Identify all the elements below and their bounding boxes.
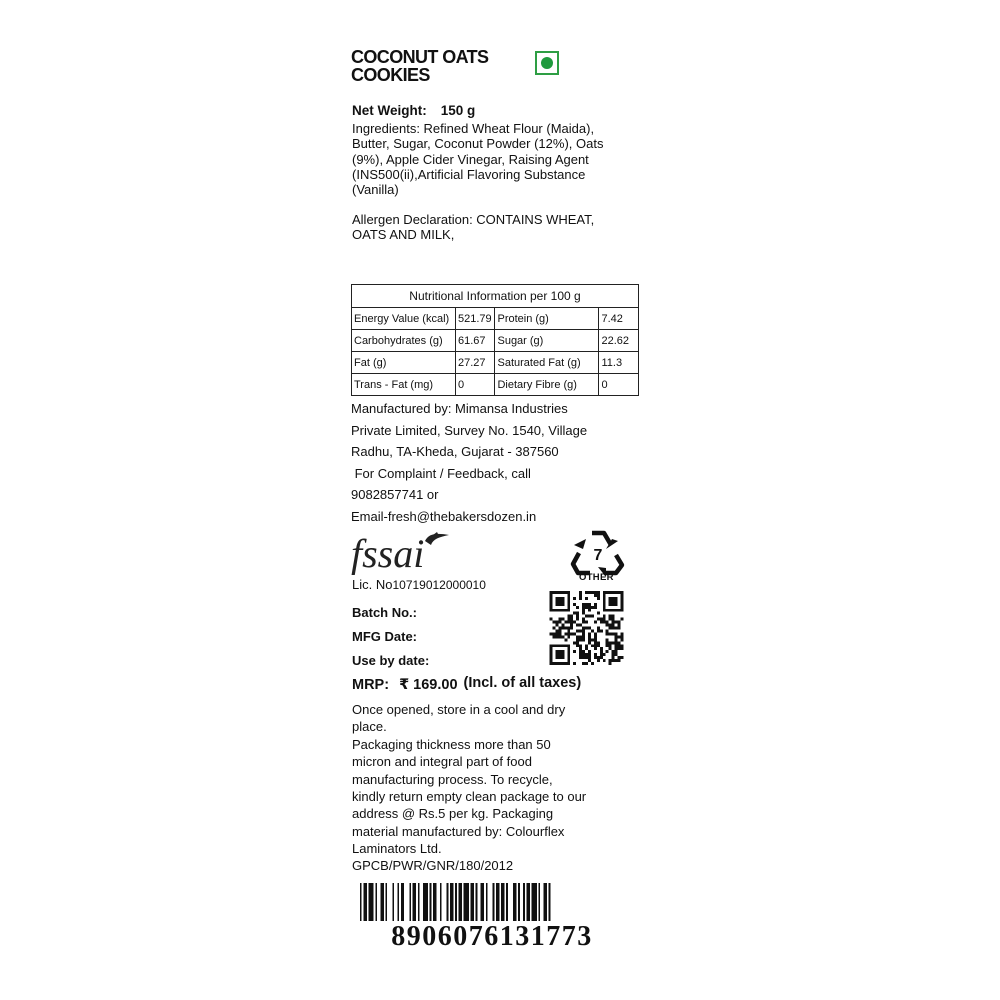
nutrient-value: 22.62 [599,330,639,352]
nutrient-value: 521.79 [455,308,495,330]
nutrition-heading: Nutritional Information per 100 g [352,285,639,308]
complaint-line: For Complaint / Feedback, call [351,465,531,481]
nutrition-table [351,284,639,396]
veg-mark-icon [535,51,559,75]
license-value: 10719012000010 [392,578,486,592]
product-title [351,48,488,84]
storage-text: Once opened, store in a cool and dry place. [352,702,566,735]
net-weight-value: 150 g [440,103,476,118]
nutrient-label: Sugar (g) [495,330,599,352]
nutrient-label: Fat (g) [352,352,456,374]
barcode-icon [360,883,612,921]
license-label: Lic. No [352,577,393,592]
nutrient-label: Saturated Fat (g) [495,352,599,374]
mrp [352,677,581,693]
manufacturer-line: Manufactured by: Mimansa Industries [351,401,568,416]
nutrient-value: 0 [599,374,639,396]
nutrient-label: Protein (g) [495,308,599,330]
table-row [352,374,639,396]
manufacturer-info [351,398,641,528]
email-line: Email-fresh@thebakersdozen.in [351,508,537,524]
nutrient-value: 61.67 [455,330,495,352]
mfg-date-label: MFG Date: [352,629,417,644]
nutrient-label: Dietary Fibre (g) [495,374,599,396]
packaging-text: Packaging thickness more than 50 micron and integral part of food manufacturing process. To recycle, kindly return empty clean package to our address @ Rs.5 per kg. Packaging material manufactured by: Colourflex Laminators Ltd. [352,736,587,857]
batch-label: Batch No.: [352,605,417,620]
barcode-number: 8906076131773 [391,921,593,952]
license-number [352,577,486,592]
gpcb-code: GPCB/PWR/GNR/180/2012 [352,858,514,873]
manufacturer-line: Private Limited, Survey No. 1540, Village [351,422,588,438]
ingredients-text: Ingredients: Refined Wheat Flour (Maida), Butter, Sugar, Coconut Powder (12%), Oats (9%), Apple Cider Vinegar, Raising Agent (INS500(ii),Artificial Flavoring Substance (Vanilla) [352,121,604,198]
net-weight [352,103,475,118]
qr-code-icon [548,591,625,665]
storage-and-packaging [352,701,587,858]
phone-line: 9082857741 or [351,487,439,503]
table-row [352,330,639,352]
mrp-price: ₹ 169.00 [399,677,458,693]
nutrient-label: Trans - Fat (mg) [352,374,456,396]
manufacturer-line: Radhu, TA-Kheda, Gujarat - 387560 [351,444,559,460]
nutrient-value: 0 [455,374,495,396]
net-weight-label: Net Weight: [352,103,427,118]
table-row [352,308,639,330]
mrp-tax-note: (Incl. of all taxes) [463,675,582,691]
nutrient-label: Energy Value (kcal) [352,308,456,330]
recycle-number: 7 [593,547,603,564]
nutrient-value: 27.27 [455,352,495,374]
table-row [352,352,639,374]
recycle-label: OTHER [579,572,614,583]
allergen-declaration: Allergen Declaration: CONTAINS WHEAT, OATS AND MILK, [352,212,595,243]
mrp-label: MRP: [352,677,390,693]
use-by-label: Use by date: [352,653,430,668]
nutrient-value: 7.42 [599,308,639,330]
fssai-logo-text: fssai [351,531,425,575]
product-title-line2: COOKIES [351,65,430,85]
nutrient-value: 11.3 [599,352,639,374]
product-title-line1: COCONUT OATS [351,47,489,67]
batch-info [352,601,429,673]
fssai-logo-icon [351,531,455,575]
nutrient-label: Carbohydrates (g) [352,330,456,352]
